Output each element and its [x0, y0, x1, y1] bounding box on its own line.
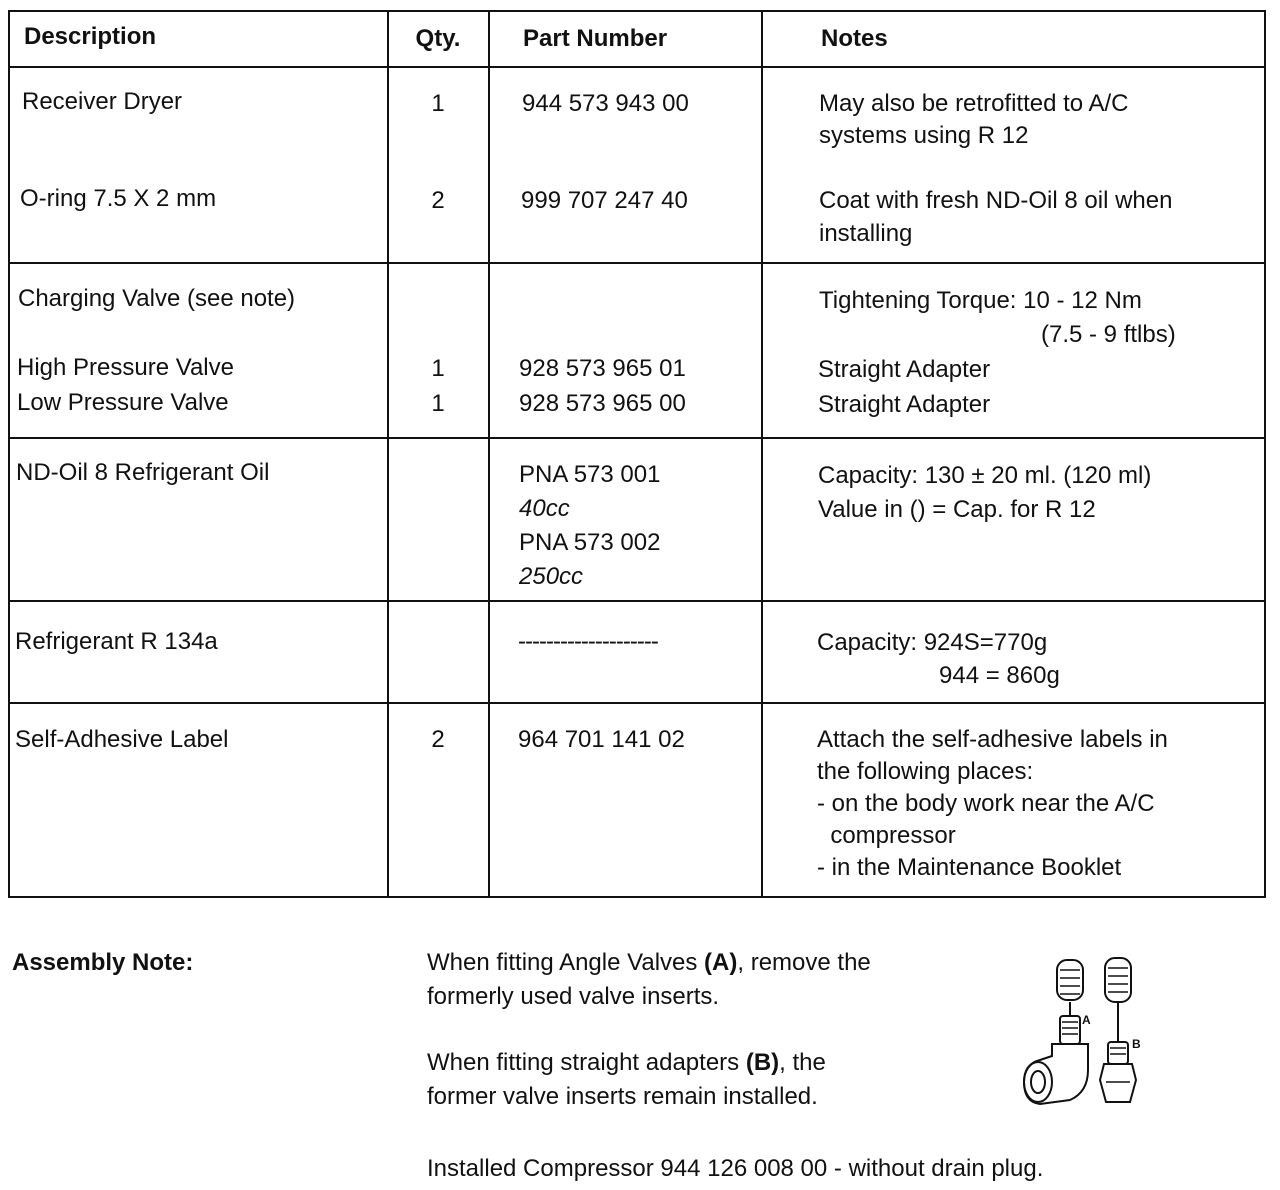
figure-label-a: A	[1082, 1013, 1091, 1027]
cell-notes: the following places:	[817, 758, 1034, 785]
column-divider	[387, 12, 389, 896]
cell-part-number: 999 707 247 40	[521, 187, 688, 214]
cell-description: Receiver Dryer	[22, 88, 183, 115]
cell-qty: 2	[431, 726, 445, 753]
cell-qty: 1	[431, 355, 445, 382]
cell-qty: 1	[431, 390, 445, 417]
row-divider	[10, 600, 1264, 602]
cell-notes: Straight Adapter	[818, 391, 991, 418]
text-fragment: , remove the	[737, 949, 871, 976]
cell-description: Refrigerant R 134a	[15, 628, 218, 655]
cell-notes: - in the Maintenance Booklet	[817, 854, 1122, 881]
cell-notes: 944 = 860g	[939, 662, 1060, 689]
text-fragment: , the	[779, 1049, 826, 1076]
cell-part-number: --------------------	[518, 628, 658, 655]
cell-part-number: PNA 573 001	[519, 461, 661, 488]
cell-part-size: 40cc	[519, 495, 570, 522]
cell-notes: May also be retrofitted to A/C	[819, 90, 1129, 117]
header-notes: Notes	[821, 25, 888, 52]
cell-notes: Tightening Torque: 10 - 12 Nm	[819, 287, 1142, 314]
header-qty: Qty.	[415, 25, 461, 52]
cell-description: Low Pressure Valve	[17, 389, 229, 416]
cell-notes: Value in () = Cap. for R 12	[818, 496, 1096, 523]
cell-notes: Capacity: 924S=770g	[817, 629, 1048, 656]
cell-description: O-ring 7.5 X 2 mm	[20, 185, 217, 212]
cell-qty: 2	[431, 187, 445, 214]
row-divider	[10, 262, 1264, 264]
header-part-number: Part Number	[523, 25, 668, 52]
valve-illustration	[1010, 952, 1160, 1122]
text-fragment: When fitting Angle Valves	[427, 949, 705, 976]
cell-part-number: 944 573 943 00	[522, 90, 689, 117]
assembly-paragraph-1	[427, 946, 871, 980]
header-description: Description	[24, 23, 157, 50]
cell-notes: Capacity: 130 ± 20 ml. (120 ml)	[818, 462, 1152, 489]
cell-notes: Straight Adapter	[818, 356, 991, 383]
cell-notes: Attach the self-adhesive labels in	[817, 726, 1168, 753]
assembly-paragraph-2-line2: former valve inserts remain installed.	[427, 1083, 818, 1110]
cell-part-number: 964 701 141 02	[518, 726, 685, 753]
assembly-paragraph-2	[427, 1046, 826, 1080]
valve-cap-b	[1105, 958, 1131, 1002]
cell-notes: (7.5 - 9 ftlbs)	[1041, 321, 1176, 348]
row-divider	[10, 66, 1264, 68]
cell-description: Charging Valve (see note)	[18, 285, 296, 312]
text-fragment: When fitting straight adapters	[427, 1049, 746, 1076]
column-divider	[761, 12, 763, 896]
cell-part-number: 928 573 965 00	[519, 390, 686, 417]
figure-label-b: B	[1132, 1037, 1141, 1051]
cell-description: High Pressure Valve	[17, 354, 234, 381]
parts-table	[8, 10, 1266, 898]
cell-notes: compressor	[817, 822, 956, 849]
column-divider	[488, 12, 490, 896]
cell-qty: 1	[431, 90, 445, 117]
cell-part-size: 250cc	[519, 563, 584, 590]
cell-notes: - on the body work near the A/C	[817, 790, 1155, 817]
assembly-paragraph-1-line2: formerly used valve inserts.	[427, 983, 720, 1010]
cell-description: Self-Adhesive Label	[15, 726, 229, 753]
cell-notes: systems using R 12	[819, 122, 1029, 149]
row-divider	[10, 702, 1264, 704]
row-divider	[10, 437, 1264, 439]
cell-notes: Coat with fresh ND-Oil 8 oil when	[819, 187, 1173, 214]
installed-compressor-note: Installed Compressor 944 126 008 00 - without drain plug.	[427, 1155, 1044, 1182]
assembly-note-label: Assembly Note:	[12, 949, 194, 976]
cell-notes: installing	[819, 220, 913, 247]
label-a-ref: (A)	[704, 949, 738, 976]
cell-part-number: PNA 573 002	[519, 529, 661, 556]
cell-part-number: 928 573 965 01	[519, 355, 686, 382]
cell-description: ND-Oil 8 Refrigerant Oil	[16, 459, 270, 486]
label-b-ref: (B)	[745, 1049, 780, 1076]
